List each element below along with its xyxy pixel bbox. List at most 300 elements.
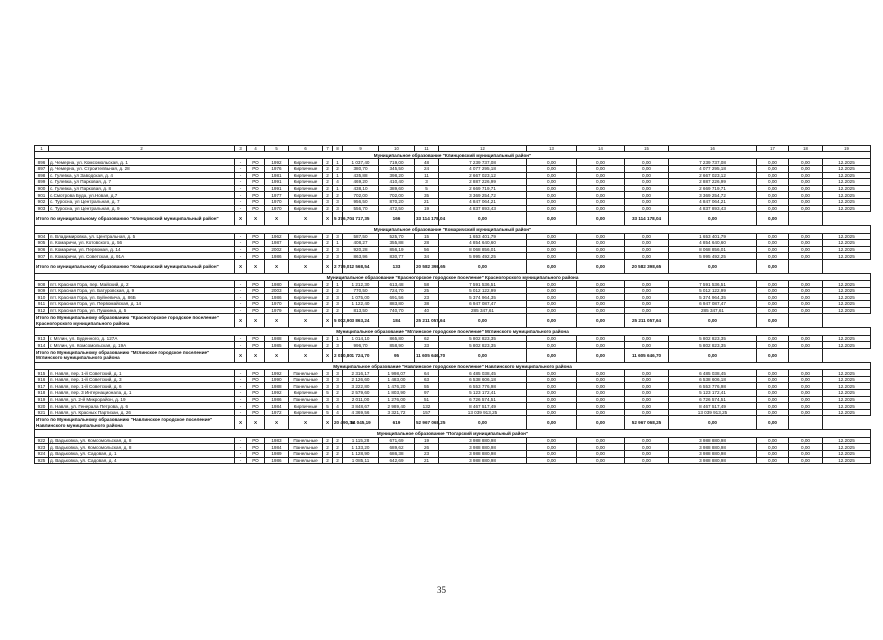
total-cell: 20 582 398,65	[625, 259, 669, 273]
table-cell: 40	[415, 307, 439, 314]
table-cell: 3 369 254,72	[669, 192, 757, 199]
table-cell: 0,00	[789, 307, 823, 314]
table-cell: 0,00	[527, 253, 577, 260]
table-cell: 0,00	[789, 444, 823, 451]
table-cell: 0,00	[625, 457, 669, 464]
section-title: Муниципальное образование "Клинцовский муниципальный район"	[35, 152, 871, 159]
table-cell: 724,70	[379, 287, 415, 294]
table-cell: РО	[247, 370, 265, 377]
table-cell: 0,00	[789, 240, 823, 247]
total-cell: X	[265, 314, 289, 328]
address-cell: д. Вадьковка, ул. Комсомольская, д. 8	[49, 444, 235, 451]
address-cell: д. Вадьковка, ул. Садовая, д. 4	[49, 457, 235, 464]
table-cell: 642,69	[379, 457, 415, 464]
table-row	[35, 294, 871, 301]
table-cell: РО	[247, 159, 265, 166]
total-cell: 0,00	[757, 259, 789, 273]
table-cell: 0,00	[577, 396, 625, 403]
table-cell: 5 123 172,41	[669, 390, 757, 397]
table-cell: 830,77	[379, 253, 415, 260]
table-cell: 0,00	[625, 390, 669, 397]
table-cell: 0,00	[577, 307, 625, 314]
table-cell: 0,00	[527, 376, 577, 383]
address-cell: пгт. Красная Гора, ул. Буйневича, д. 86Б	[49, 294, 235, 301]
table-cell: 0,00	[527, 159, 577, 166]
table-cell: 1970	[265, 205, 289, 212]
table-cell: 0,00	[789, 376, 823, 383]
total-cell: X	[235, 314, 247, 328]
table-cell: 0,00	[757, 342, 789, 349]
table-cell: 0,00	[527, 403, 577, 410]
table-cell: 1 653 401,79	[669, 233, 757, 240]
table-cell: 15	[415, 233, 439, 240]
table-cell: 51	[415, 396, 439, 403]
total-cell: 25 211 057,64	[415, 314, 439, 328]
table-cell: 2 011,00	[343, 396, 379, 403]
section-title: Муниципальное образование "Красногорское городское поселение" Красногорского муниципального района	[35, 273, 871, 280]
total-cell: X	[247, 212, 265, 226]
table-cell: -	[235, 457, 247, 464]
table-cell: 3 988 880,98	[439, 457, 527, 464]
table-cell: 1	[333, 172, 343, 179]
table-cell: 6 485 038,45	[669, 370, 757, 377]
table-cell: Кирпичные	[289, 192, 323, 199]
table-cell: 5 123 172,41	[439, 390, 527, 397]
section-title: Муниципальное образование "Комаричский муниципальный район"	[35, 226, 871, 233]
total-cell: 33 114 178,04	[415, 212, 439, 226]
total-cell: X	[323, 314, 333, 328]
address-cell: д. Чемерна, ул. Комсомольская, д. 1	[49, 159, 235, 166]
table-cell: 0,00	[757, 240, 789, 247]
section-header-row	[35, 362, 871, 369]
table-cell: 23	[415, 450, 439, 457]
table-cell: 0,00	[577, 294, 625, 301]
table-cell: 4 837 893,43	[669, 205, 757, 212]
total-cell: X	[289, 259, 323, 273]
table-cell: 380,70	[343, 165, 379, 172]
table-cell: 1984	[265, 444, 289, 451]
table-cell: 0,00	[789, 172, 823, 179]
table-cell: 5 802 823,35	[669, 335, 757, 342]
table-cell: 903	[35, 205, 49, 212]
table-cell: 0,00	[577, 444, 625, 451]
table-cell: 4 847 064,21	[439, 198, 527, 205]
table-cell: РО	[247, 179, 265, 186]
table-cell: 0,00	[789, 301, 823, 308]
total-cell: 0,00	[527, 416, 577, 430]
total-cell: X	[247, 314, 265, 328]
table-cell: 1	[333, 159, 343, 166]
table-cell: 2	[333, 450, 343, 457]
table-cell: 1 128,90	[343, 450, 379, 457]
total-cell: 0,00	[757, 314, 789, 328]
table-cell: РО	[247, 444, 265, 451]
table-cell: 0,00	[789, 370, 823, 377]
table-cell: 3	[333, 376, 343, 383]
table-cell: 0,00	[757, 233, 789, 240]
table-cell: 0,00	[757, 370, 789, 377]
table-cell: 12.2025	[823, 198, 871, 205]
table-row	[35, 198, 871, 205]
table-cell: 0,00	[577, 335, 625, 342]
table-cell: Кирпичные	[289, 287, 323, 294]
table-cell: 0,00	[577, 205, 625, 212]
table-cell: 770,50	[343, 287, 379, 294]
table-row	[35, 246, 871, 253]
table-cell: Кирпичные	[289, 307, 323, 314]
table-cell: 97	[415, 390, 439, 397]
table-cell: РО	[247, 233, 265, 240]
table-cell: 906	[35, 246, 49, 253]
table-cell: 12.2025	[823, 253, 871, 260]
address-cell: д. Вадьковка, ул. Комсомольская, д. 8	[49, 437, 235, 444]
table-cell: 0,00	[625, 159, 669, 166]
table-cell: 870,20	[379, 198, 415, 205]
table-cell: 0,00	[789, 390, 823, 397]
table-cell: 55	[415, 383, 439, 390]
table-cell: 1 276,00	[379, 396, 415, 403]
table-cell: 3 988 880,98	[439, 450, 527, 457]
table-cell: 8 467 517,49	[439, 403, 527, 410]
table-cell: 856,19	[379, 246, 415, 253]
total-cell: 14 045,19	[343, 416, 379, 430]
table-cell: 13 039 913,25	[669, 409, 757, 416]
table-cell: 0,00	[577, 370, 625, 377]
table-cell: РО	[247, 450, 265, 457]
table-cell: 12.2025	[823, 403, 871, 410]
table-cell: 0,00	[527, 240, 577, 247]
address-cell: г. Мглин, ул. Комсомольская, д. 19А	[49, 342, 235, 349]
table-row	[35, 179, 871, 186]
table-cell: 13 039 913,25	[439, 409, 527, 416]
table-cell: 1 476,20	[379, 383, 415, 390]
table-row	[35, 457, 871, 464]
section-title: Муниципальное образование "Погарский муниципальный район"	[35, 430, 871, 437]
table-cell: 2	[323, 233, 333, 240]
total-cell: X	[323, 416, 333, 430]
table-cell: -	[235, 301, 247, 308]
table-cell: 2	[323, 185, 333, 192]
table-row	[35, 450, 871, 457]
table-cell: 0,00	[577, 376, 625, 383]
table-cell: 3	[323, 376, 333, 383]
table-cell: 2 316,17	[343, 370, 379, 377]
table-cell: 0,00	[577, 301, 625, 308]
column-number-cell: 7	[323, 146, 333, 152]
table-cell: РО	[247, 281, 265, 288]
table-cell: 12.2025	[823, 246, 871, 253]
column-number-cell: 13	[527, 146, 577, 152]
table-cell: 0,00	[789, 335, 823, 342]
total-cell: 0,00	[757, 416, 789, 430]
total-cell: 184	[379, 314, 415, 328]
table-cell: 7 239 737,08	[669, 159, 757, 166]
column-number-cell: 11	[415, 146, 439, 152]
table-cell: 12.2025	[823, 457, 871, 464]
table-cell: РО	[247, 437, 265, 444]
table-cell: 4 837 893,43	[439, 205, 527, 212]
table-row	[35, 165, 871, 172]
table-cell: 0,00	[757, 253, 789, 260]
total-cell	[789, 259, 823, 273]
section-total-row	[35, 314, 871, 328]
table-cell: -	[235, 165, 247, 172]
table-cell: 0,00	[577, 185, 625, 192]
table-cell: 0,00	[757, 159, 789, 166]
table-cell: 1991	[265, 185, 289, 192]
table-cell: РО	[247, 192, 265, 199]
table-cell: 3 222,80	[343, 383, 379, 390]
table-cell: 12.2025	[823, 342, 871, 349]
total-cell: 0,00	[439, 314, 527, 328]
table-row	[35, 409, 871, 416]
table-cell: 904	[35, 233, 49, 240]
table-cell: 1	[333, 281, 343, 288]
section-header-row	[35, 226, 871, 233]
total-label: Итого по Муниципальному образованию "Навлинское городское поселение" Навлинского муниципального района	[35, 416, 235, 430]
table-cell: 0,00	[625, 240, 669, 247]
table-cell: 0,00	[577, 198, 625, 205]
table-cell: 12.2025	[823, 159, 871, 166]
table-cell: 2	[333, 457, 343, 464]
table-cell: 2	[323, 205, 333, 212]
table-cell: 1987	[265, 240, 289, 247]
table-cell: 12.2025	[823, 335, 871, 342]
table-cell: 0,00	[527, 437, 577, 444]
table-row	[35, 185, 871, 192]
total-cell: X	[247, 416, 265, 430]
table-cell: -	[235, 159, 247, 166]
table-cell: 0,00	[527, 383, 577, 390]
table-cell: 2	[323, 294, 333, 301]
table-cell: 1 483,00	[379, 376, 415, 383]
table-row	[35, 390, 871, 397]
table-row	[35, 205, 871, 212]
table-cell: 5	[323, 403, 333, 410]
table-cell: РО	[247, 240, 265, 247]
table-cell: 12.2025	[823, 185, 871, 192]
total-cell: 33 114 178,04	[625, 212, 669, 226]
table-cell: 5 374 964,35	[669, 294, 757, 301]
table-cell: 813,50	[343, 307, 379, 314]
table-row	[35, 192, 871, 199]
table-cell: Кирпичные	[289, 205, 323, 212]
table-cell: 2	[333, 165, 343, 172]
table-cell: 21	[415, 198, 439, 205]
total-cell: X	[323, 259, 333, 273]
total-cell: 11 605 646,70	[415, 348, 439, 362]
table-cell: 5 374 964,35	[439, 294, 527, 301]
table-cell: 0,00	[577, 409, 625, 416]
table-cell: 1990	[265, 376, 289, 383]
table-cell: 5 012 122,99	[669, 287, 757, 294]
table-cell: 12.2025	[823, 165, 871, 172]
table-cell: 0,00	[625, 444, 669, 451]
table-cell: 0,00	[577, 246, 625, 253]
table-cell: 1970	[265, 301, 289, 308]
table-cell: 686,38	[379, 450, 415, 457]
table-cell: 996,70	[343, 342, 379, 349]
table-cell: Панельные	[289, 450, 323, 457]
table-cell: 921	[35, 409, 49, 416]
table-cell: Кирпичные	[289, 246, 323, 253]
column-number-cell: 18	[789, 146, 823, 152]
table-cell: 3	[333, 301, 343, 308]
table-cell: 408,27	[343, 240, 379, 247]
table-cell: 6 947 087,47	[439, 301, 527, 308]
table-cell: 1 212,30	[343, 281, 379, 288]
table-cell: 28	[415, 240, 439, 247]
table-cell: -	[235, 233, 247, 240]
table-cell: 0,00	[757, 450, 789, 457]
table-cell: 0,00	[577, 437, 625, 444]
table-cell: 0,00	[625, 185, 669, 192]
table-cell: 0,00	[625, 281, 669, 288]
table-cell: 285 347,61	[439, 307, 527, 314]
total-cell: 133	[379, 259, 415, 273]
table-cell: Кирпичные	[289, 185, 323, 192]
table-cell: 0,00	[625, 307, 669, 314]
table-cell: 0,00	[527, 246, 577, 253]
table-cell: 2	[333, 307, 343, 314]
total-label: Итого по Муниципальному образованию "Мглинское городское поселение" Мглинского муниципального района	[35, 348, 235, 362]
table-cell: -	[235, 342, 247, 349]
address-cell: п. Навля, ул. Красных Партизан, д. 26	[49, 409, 235, 416]
table-cell: 0,00	[625, 253, 669, 260]
column-number-cell: 1	[35, 146, 49, 152]
total-label: Итого по Муниципальному образованию "Красногорское городское поселение" Красногорского муниципального района	[35, 314, 235, 328]
table-cell: 3 848,67	[343, 403, 379, 410]
total-cell: 4 717,35	[343, 212, 379, 226]
table-cell: -	[235, 281, 247, 288]
table-cell: 1988	[265, 383, 289, 390]
table-cell: 3	[323, 198, 333, 205]
table-cell: 2 667 023,12	[669, 172, 757, 179]
table-cell: 1	[333, 240, 343, 247]
table-cell: РО	[247, 246, 265, 253]
column-number-cell: 2	[49, 146, 235, 152]
column-number-cell: 6	[289, 146, 323, 152]
total-cell: 0,00	[439, 212, 527, 226]
table-cell: Кирпичные	[289, 335, 323, 342]
table-cell: 908	[35, 281, 49, 288]
column-number-cell: 16	[669, 146, 757, 152]
table-cell: 12.2025	[823, 179, 871, 186]
address-cell: с. Гулевка, ул Парковая, д. 7	[49, 179, 235, 186]
table-cell: 0,00	[789, 179, 823, 186]
table-cell: 3	[323, 383, 333, 390]
table-cell: 355,88	[379, 240, 415, 247]
table-cell: 0,00	[757, 437, 789, 444]
table-cell: 0,00	[757, 457, 789, 464]
table-cell: 0,00	[757, 198, 789, 205]
table-cell: 1 037,40	[343, 159, 379, 166]
table-cell: 0,00	[527, 396, 577, 403]
table-cell: 6 726 574,51	[439, 396, 527, 403]
table-cell: 3 369 254,72	[439, 192, 527, 199]
housing-repair-table	[34, 145, 871, 464]
table-cell: 0,00	[527, 444, 577, 451]
table-cell: 0,00	[789, 281, 823, 288]
table-cell: 0,00	[757, 403, 789, 410]
table-cell: 3 321,72	[379, 409, 415, 416]
table-cell: 12.2025	[823, 307, 871, 314]
table-cell: 0,00	[625, 342, 669, 349]
table-cell: 0,00	[757, 307, 789, 314]
table-cell: 899	[35, 179, 49, 186]
table-cell: 4	[333, 409, 343, 416]
total-cell: 0,00	[669, 259, 757, 273]
table-cell: 34	[415, 253, 439, 260]
table-cell: 64	[415, 370, 439, 377]
table-cell: 4	[333, 179, 343, 186]
table-cell: -	[235, 450, 247, 457]
table-cell: 1 803,90	[379, 390, 415, 397]
total-cell: 166	[379, 212, 415, 226]
total-cell: 0,00	[527, 212, 577, 226]
table-cell: 7 591 536,51	[439, 281, 527, 288]
column-number-cell: 15	[625, 146, 669, 152]
table-cell: 8 068 856,01	[439, 246, 527, 253]
table-cell: 896	[35, 159, 49, 166]
table-cell: 924	[35, 450, 49, 457]
table-cell: 6 485 038,45	[439, 370, 527, 377]
column-number-cell: 10	[379, 146, 415, 152]
table-cell: 438,10	[343, 185, 379, 192]
table-cell: 0,00	[789, 383, 823, 390]
table-cell: 2	[333, 287, 343, 294]
table-cell: 5 802 823,35	[439, 335, 527, 342]
table-cell: 398,20	[379, 172, 415, 179]
total-cell: 0,00	[757, 348, 789, 362]
column-number-cell: 5	[265, 146, 289, 152]
table-cell: 907	[35, 253, 49, 260]
table-cell: 0,00	[625, 396, 669, 403]
total-cell: X	[235, 348, 247, 362]
table-cell: 2 887 226,99	[669, 179, 757, 186]
table-cell: Кирпичные	[289, 390, 323, 397]
table-cell: РО	[247, 165, 265, 172]
table-cell: 2	[323, 287, 333, 294]
table-cell: 2	[323, 450, 333, 457]
table-cell: -	[235, 376, 247, 383]
table-cell: 6 726 574,51	[669, 396, 757, 403]
table-cell: 1992	[265, 159, 289, 166]
table-cell: -	[235, 185, 247, 192]
table-cell: 2	[323, 192, 333, 199]
table-cell: 12.2025	[823, 376, 871, 383]
total-cell: 0,00	[577, 212, 625, 226]
table-cell: 1 998,07	[379, 370, 415, 377]
total-cell	[789, 348, 823, 362]
table-cell: 3	[333, 205, 343, 212]
table-cell: 918	[35, 390, 49, 397]
total-cell: 52 967 068,25	[415, 416, 439, 430]
table-cell: 956,50	[343, 198, 379, 205]
table-cell: 0,00	[789, 159, 823, 166]
table-cell: 0,00	[577, 457, 625, 464]
address-cell: п. Владимировка, ул. Центральная, д. 5	[49, 233, 235, 240]
total-cell: 0,00	[527, 348, 577, 362]
table-cell: 3	[333, 294, 343, 301]
table-cell: Панельные	[289, 370, 323, 377]
section-total-row	[35, 416, 871, 430]
table-cell: 5 802 823,35	[669, 342, 757, 349]
table-cell: РО	[247, 307, 265, 314]
table-cell: 0,00	[577, 403, 625, 410]
table-cell: 0,00	[757, 205, 789, 212]
table-row	[35, 307, 871, 314]
